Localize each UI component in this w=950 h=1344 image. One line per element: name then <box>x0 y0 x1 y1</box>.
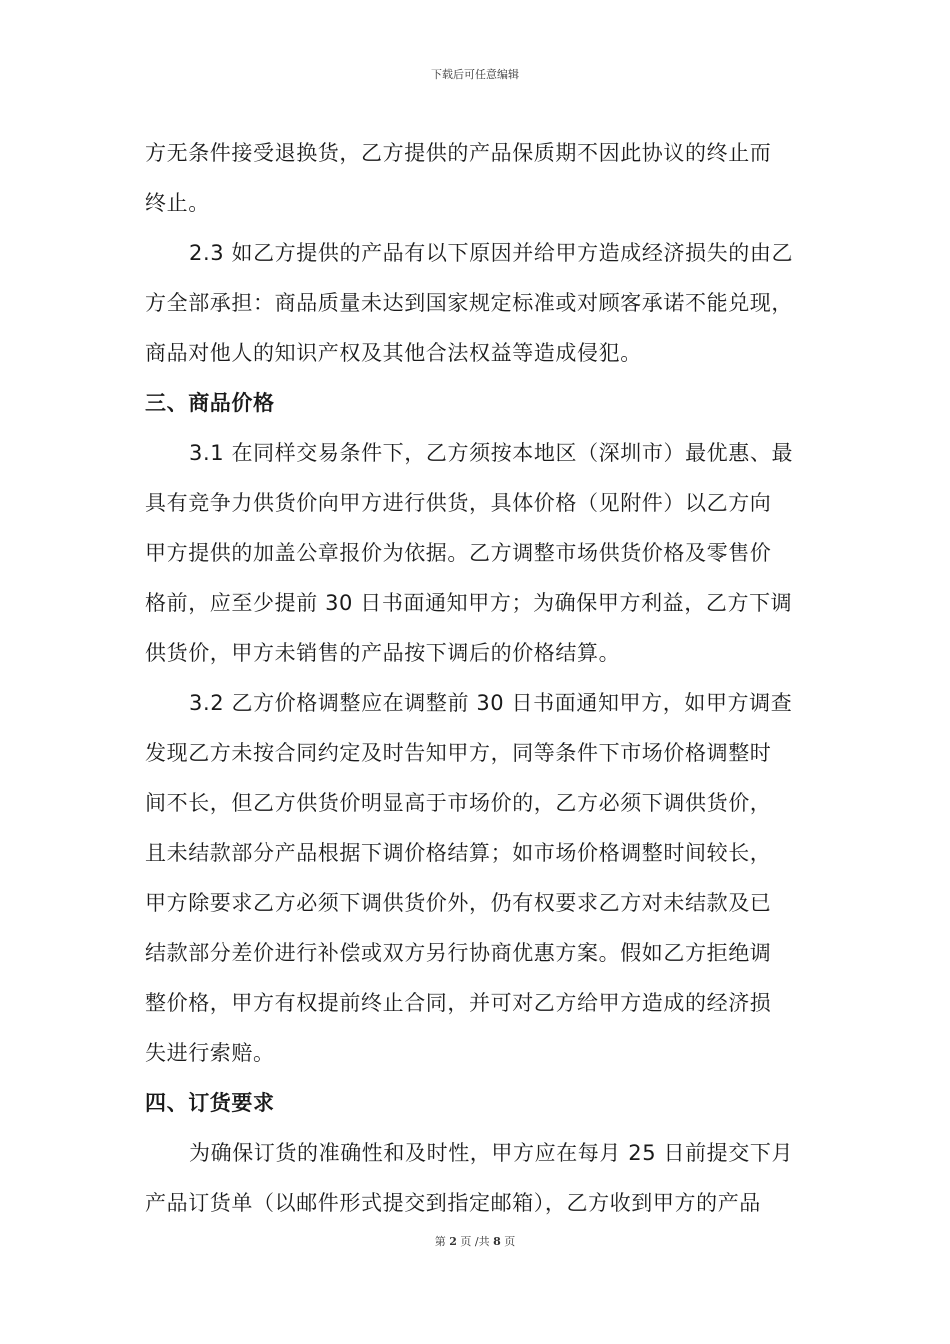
body-line: 产品订货单（以邮件形式提交到指定邮箱），乙方收到甲方的产品 <box>145 1191 761 1215</box>
body-line: 失进行索赔。 <box>145 1041 275 1065</box>
clause-3-2-line: 3.2 乙方价格调整应在调整前 30 日书面通知甲方，如甲方调查 <box>189 691 793 715</box>
body-line: 格前，应至少提前 30 日书面通知甲方；为确保甲方利益，乙方下调 <box>145 591 793 615</box>
body-line: 且未结款部分产品根据下调价格结算；如市场价格调整时间较长， <box>145 841 772 865</box>
footer-suffix: 页 <box>504 1235 516 1248</box>
ordering-paragraph-line: 为确保订货的准确性和及时性，甲方应在每月 25 日前提交下月 <box>189 1141 794 1165</box>
footer-prefix: 第 <box>434 1235 446 1248</box>
clause-3-1-line: 3.1 在同样交易条件下，乙方须按本地区（深圳市）最优惠、最 <box>189 441 794 465</box>
body-line: 商品对他人的知识产权及其他合法权益等造成侵犯。 <box>145 341 642 365</box>
body-line: 甲方提供的加盖公章报价为依据。乙方调整市场供货价格及零售价 <box>145 541 772 565</box>
section-heading-ordering: 四、订货要求 <box>145 1091 275 1115</box>
body-line: 甲方除要求乙方必须下调供货价外，仍有权要求乙方对未结款及已 <box>145 891 772 915</box>
clause-2-3-line: 2.3 如乙方提供的产品有以下原因并给甲方造成经济损失的由乙 <box>189 241 794 265</box>
footer-middle: 页 /共 <box>460 1235 490 1248</box>
body-line: 方无条件接受退换货，乙方提供的产品保质期不因此协议的终止而 <box>145 141 772 165</box>
body-line: 整价格，甲方有权提前终止合同，并可对乙方给甲方造成的经济损 <box>145 991 772 1015</box>
current-page-number: 2 <box>449 1235 457 1248</box>
body-line: 方全部承担：商品质量未达到国家规定标准或对顾客承诺不能兑现， <box>145 291 793 315</box>
document-body <box>145 128 815 1228</box>
page-header: 下载后可任意编辑 <box>431 68 519 81</box>
page-footer <box>0 1233 950 1249</box>
body-line: 发现乙方未按合同约定及时告知甲方，同等条件下市场价格调整时 <box>145 741 772 765</box>
section-heading-price: 三、商品价格 <box>145 391 275 415</box>
body-line: 终止。 <box>145 191 210 215</box>
body-line: 具有竞争力供货价向甲方进行供货，具体价格（见附件）以乙方向 <box>145 491 772 515</box>
body-line: 结款部分差价进行补偿或双方另行协商优惠方案。假如乙方拒绝调 <box>145 941 772 965</box>
total-pages-number: 8 <box>493 1235 501 1248</box>
body-line: 间不长，但乙方供货价明显高于市场价的，乙方必须下调供货价， <box>145 791 772 815</box>
body-line: 供货价，甲方未销售的产品按下调后的价格结算。 <box>145 641 621 665</box>
